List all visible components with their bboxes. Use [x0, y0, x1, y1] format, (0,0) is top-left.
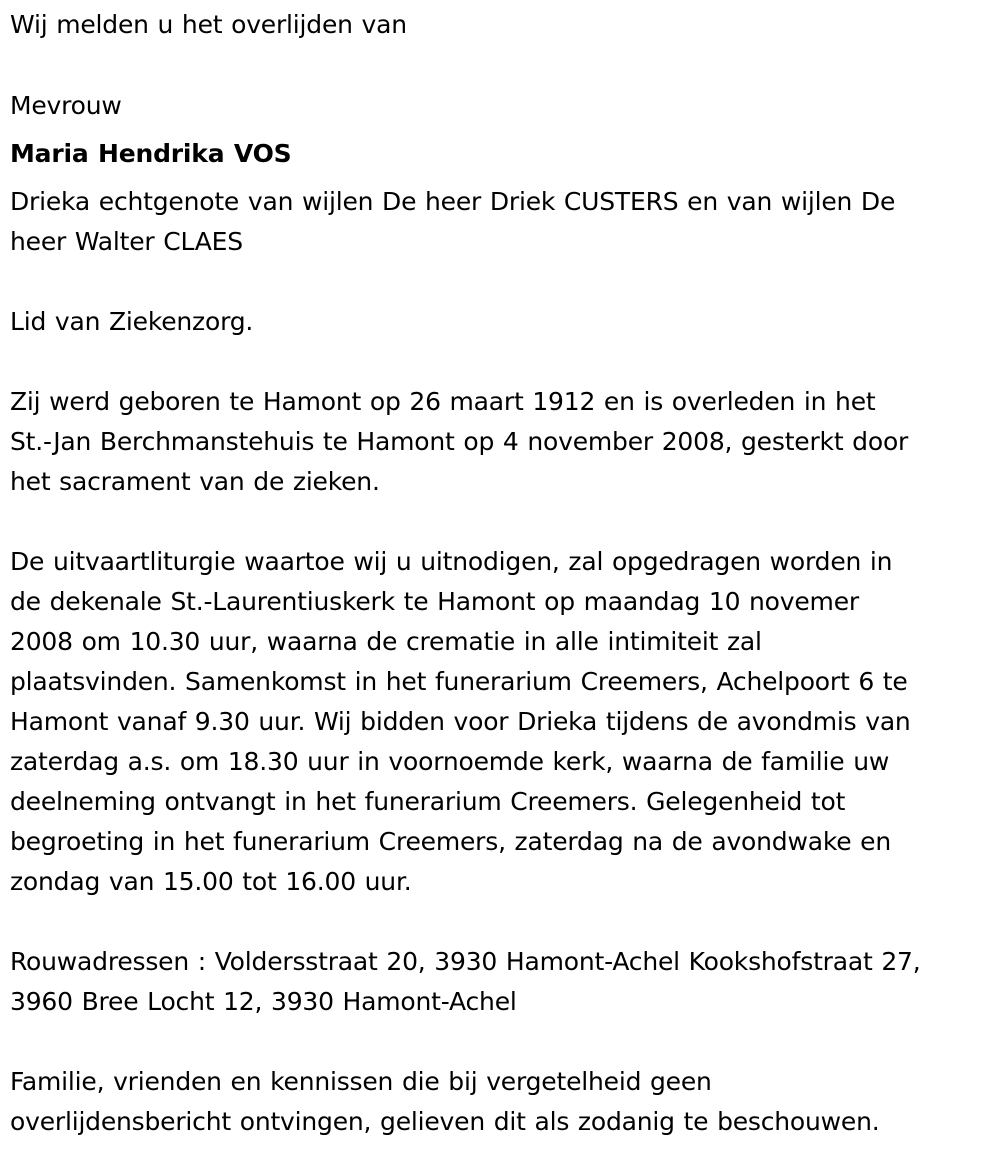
funeral-line: de dekenale St.-Laurentiuskerk te Hamont op maandag 10 novemer	[10, 587, 859, 616]
birth-death-line: het sacrament van de zieken.	[10, 467, 380, 496]
address-line: 3960 Bree Locht 12, 3930 Hamont-Achel	[10, 987, 517, 1016]
closing-line: Familie, vrienden en kennissen die bij vergetelheid geen	[10, 1067, 712, 1096]
salutation: Mevrouw	[10, 91, 122, 120]
funeral-line: plaatsvinden. Samenkomst in het funerarium Creemers, Achelpoort 6 te	[10, 667, 908, 696]
birth-death-line: Zij werd geboren te Hamont op 26 maart 1912 en is overleden in het	[10, 387, 876, 416]
funeral-line: begroeting in het funerarium Creemers, zaterdag na de avondwake en	[10, 827, 891, 856]
relation-line: heer Walter CLAES	[10, 227, 243, 256]
funeral-line: 2008 om 10.30 uur, waarna de crematie in alle intimiteit zal	[10, 627, 762, 656]
funeral-line: deelneming ontvangt in het funerarium Creemers. Gelegenheid tot	[10, 787, 846, 816]
membership-text: Lid van Ziekenzorg.	[10, 307, 254, 336]
funeral-line: zaterdag a.s. om 18.30 uur in voornoemde kerk, waarna de familie uw	[10, 747, 890, 776]
intro-text: Wij melden u het overlijden van	[10, 10, 407, 39]
funeral-line: Hamont vanaf 9.30 uur. Wij bidden voor Drieka tijdens de avondmis van	[10, 707, 911, 736]
funeral-line: zondag van 15.00 tot 16.00 uur.	[10, 867, 412, 896]
closing-line: overlijdensbericht ontvingen, gelieven dit als zodanig te beschouwen.	[10, 1107, 880, 1136]
relation-line: Drieka echtgenote van wijlen De heer Driek CUSTERS en van wijlen De	[10, 187, 896, 216]
birth-death-line: St.-Jan Berchmanstehuis te Hamont op 4 november 2008, gesterkt door	[10, 427, 909, 456]
deceased-name: Maria Hendrika VOS	[10, 139, 292, 168]
address-line: Rouwadressen : Voldersstraat 20, 3930 Hamont-Achel Kookshofstraat 27,	[10, 947, 921, 976]
funeral-line: De uitvaartliturgie waartoe wij u uitnodigen, zal opgedragen worden in	[10, 547, 893, 576]
